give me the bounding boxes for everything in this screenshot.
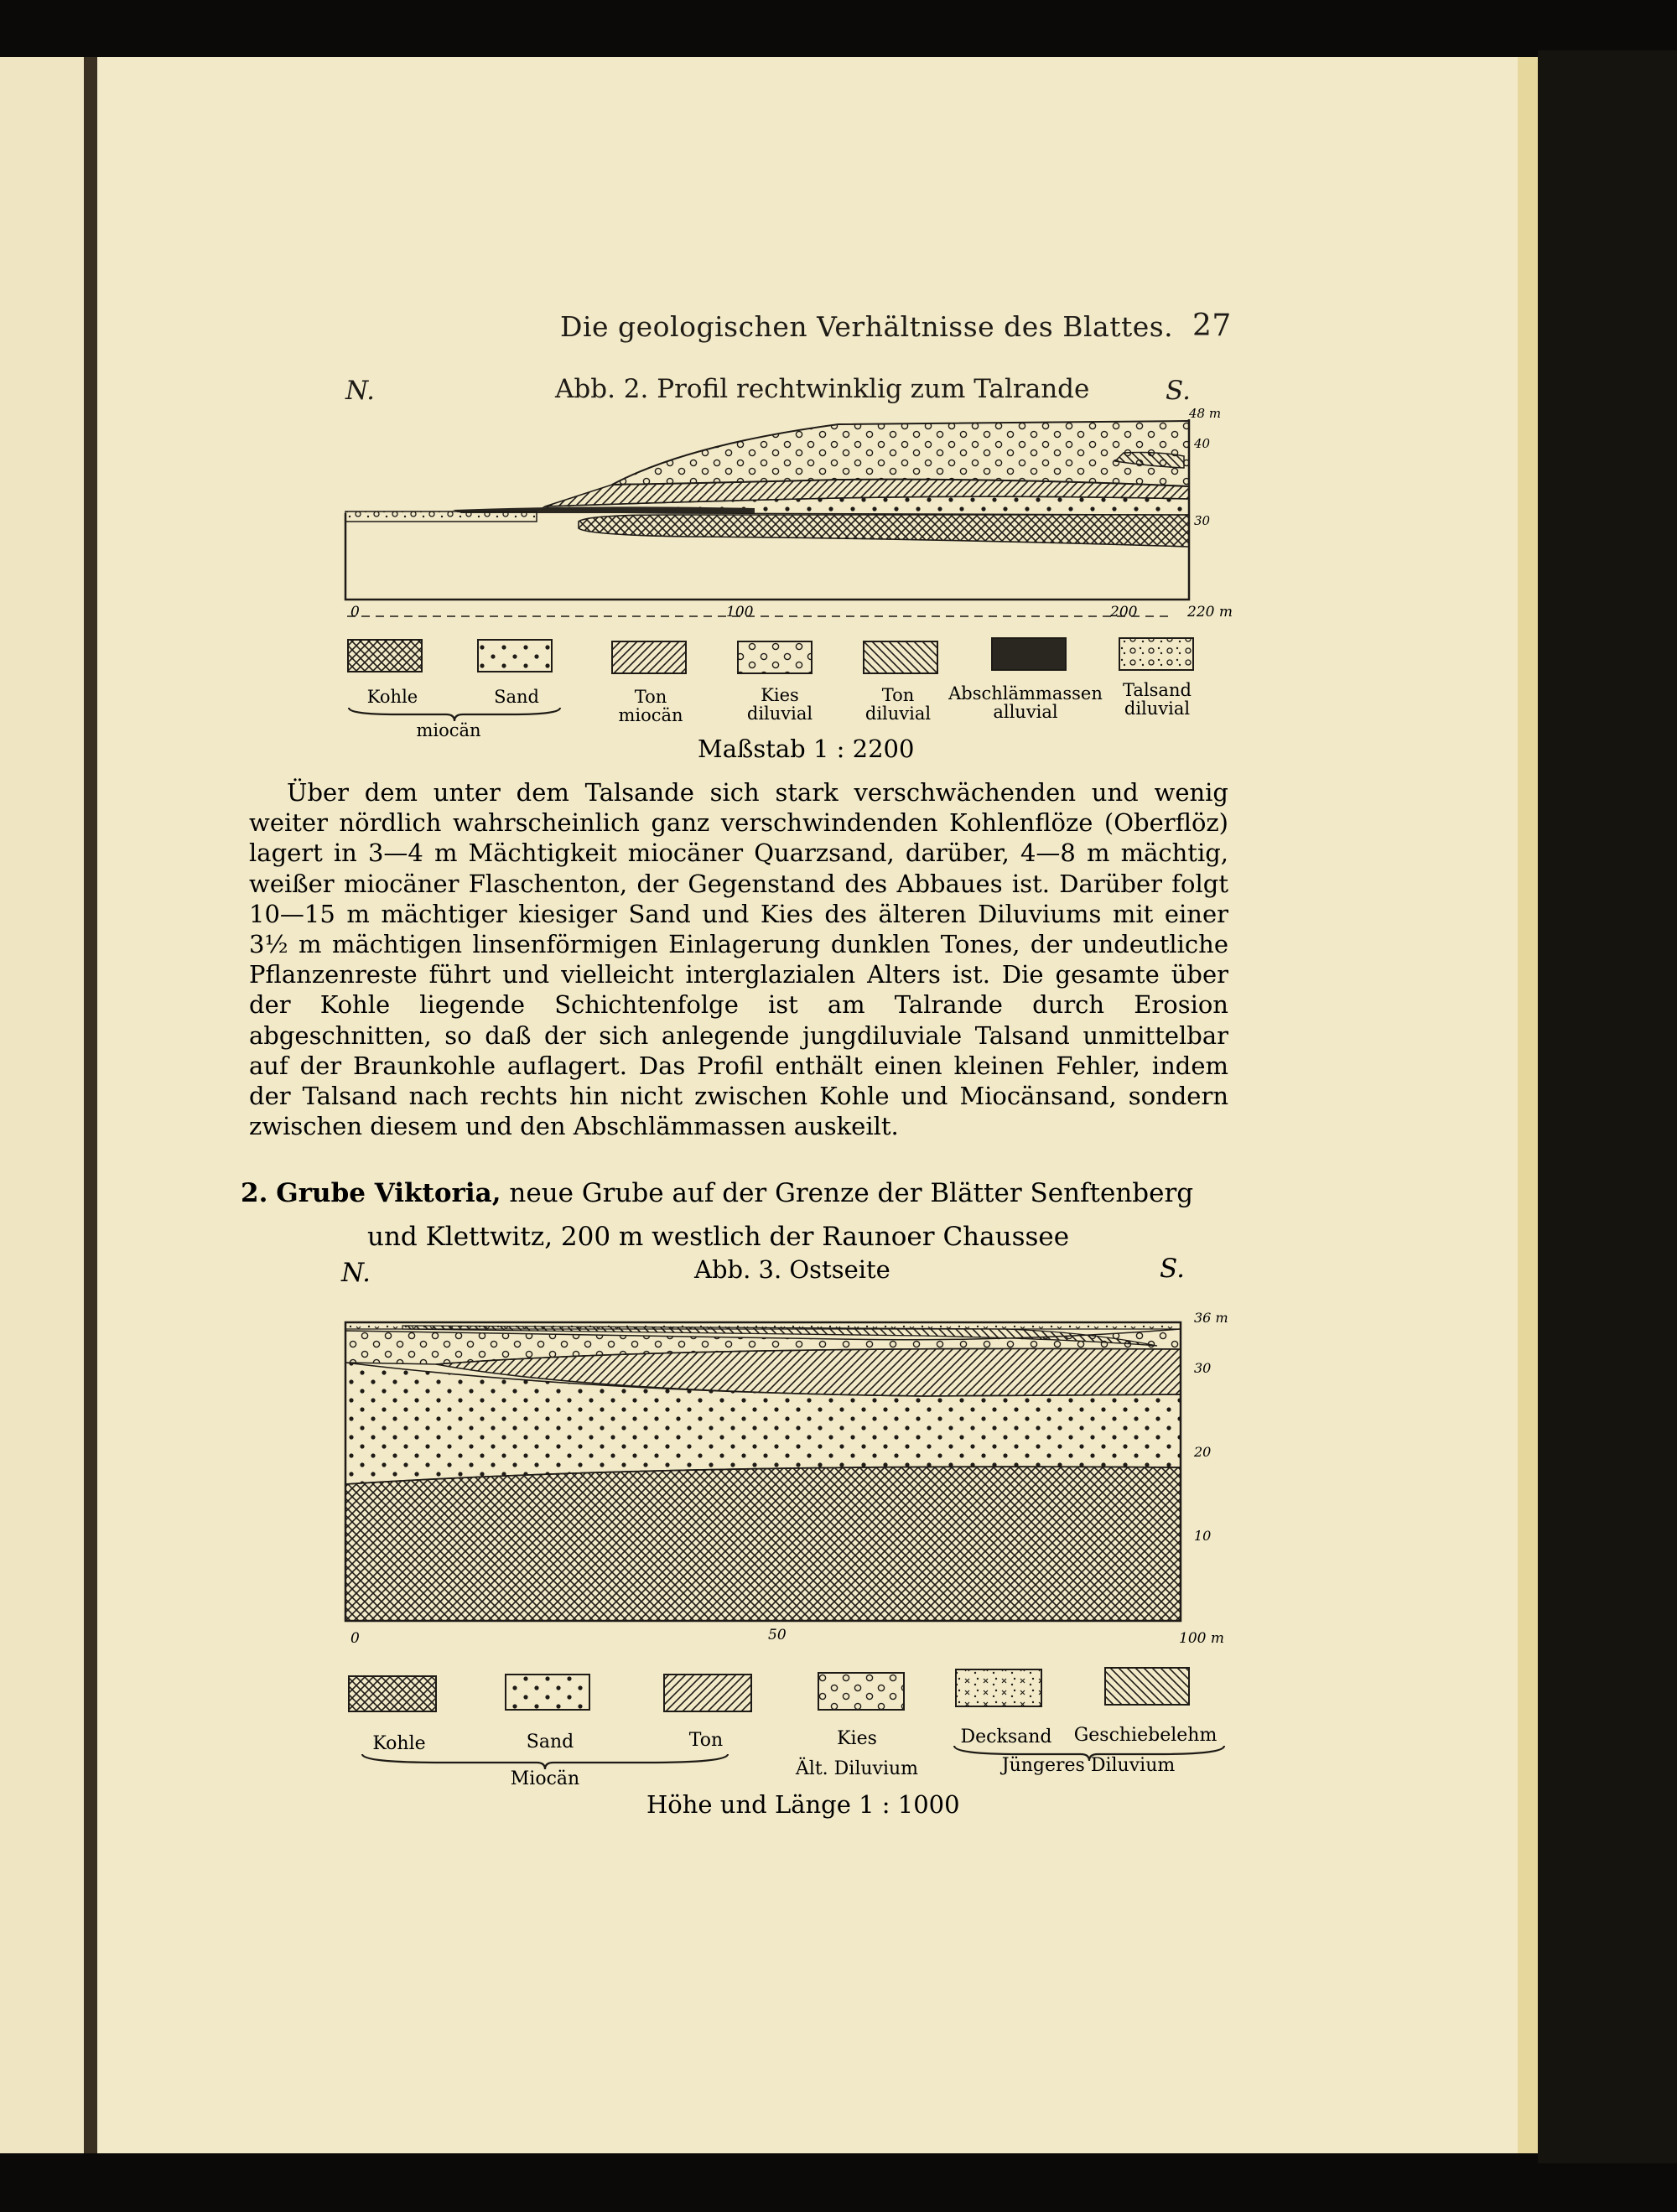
running-header: Die geologischen Verhältnisse des Blattes. xyxy=(560,310,1174,343)
fig3-caption: Abb. 3. Ostseite xyxy=(694,1255,890,1284)
fig2-legend-talsand: Talsand diluvial xyxy=(1123,680,1192,719)
page-number: 27 xyxy=(1192,309,1232,343)
fig3-legend-kies: Kies xyxy=(837,1728,877,1749)
fig2-north-label: N. xyxy=(345,376,375,406)
fig2-scale: Maßstab 1 : 2200 xyxy=(698,735,915,763)
left-page-edge xyxy=(0,57,86,2153)
fig2-profile xyxy=(335,402,1241,629)
fig2-length-tick: 220 m xyxy=(1187,604,1233,621)
fig3-length-tick: 50 xyxy=(768,1627,787,1643)
section-title: Grube Viktoria, xyxy=(276,1178,501,1208)
fig3-legend-kohle: Kohle xyxy=(372,1733,426,1754)
book-cover xyxy=(1538,50,1677,2163)
fig2-swatch-kies xyxy=(738,641,812,673)
fig3-swatch-kohle xyxy=(349,1676,436,1711)
fig2-swatch-sand xyxy=(478,640,552,672)
fig2-legend-abschlaemmassen: Abschlämmassen alluvial xyxy=(948,683,1103,722)
fig3-swatch-sand xyxy=(506,1675,589,1710)
book-gutter xyxy=(84,57,97,2153)
fig3-layer-kohle xyxy=(345,1467,1181,1621)
fig2-swatch-ton-diluvial xyxy=(864,641,937,673)
fig3-legend-decksand: Decksand xyxy=(960,1727,1052,1747)
fig3-height-tick: 36 m xyxy=(1194,1310,1228,1326)
fig2-swatch-ton-miocaen xyxy=(612,641,686,673)
fig2-legend-miocaen: miocän xyxy=(416,720,481,740)
fig2-legend-ton-miocaen: Ton miocän xyxy=(618,687,683,725)
fig3-legend-sand: Sand xyxy=(526,1732,574,1752)
section-number: 2. xyxy=(241,1178,268,1208)
fig3-legend-ton: Ton xyxy=(688,1730,724,1751)
fig2-legend-kohle: Kohle xyxy=(366,687,418,707)
section-heading-line2: und Klettwitz, 200 m westlich der Raunoer Chaussee xyxy=(367,1222,1070,1252)
fig2-layer-kohle xyxy=(579,515,1189,547)
fig3-north-label: N. xyxy=(341,1258,371,1288)
fig3-swatch-ton xyxy=(664,1675,751,1711)
fig2-legend-ton-diluvial: Ton diluvial xyxy=(864,685,932,724)
fig3-profile xyxy=(335,1312,1207,1631)
fig3-legend-miocaen: Miocän xyxy=(510,1768,580,1789)
fig2-layer-talsand xyxy=(345,511,537,522)
fig3-height-tick: 10 xyxy=(1194,1528,1212,1544)
fig3-legend-swatches xyxy=(335,1664,1207,1723)
fig3-legend-geschiebelehm: Geschiebelehm xyxy=(1073,1725,1218,1746)
fig2-legend-kies: Kies diluvial xyxy=(746,685,813,724)
fig2-south-label: S. xyxy=(1166,376,1191,406)
fig3-legend-juengeres-diluvium: Jüngeres Diluvium xyxy=(1001,1755,1176,1776)
fig3-layer-decksand xyxy=(345,1322,1181,1329)
fig3-swatch-geschiebelehm xyxy=(1105,1668,1189,1705)
fig3-south-label: S. xyxy=(1160,1254,1185,1284)
fig2-swatch-abschlaemmassen xyxy=(992,638,1066,670)
fig2-length-tick: 100 xyxy=(726,604,754,621)
fig3-height-tick: 30 xyxy=(1194,1360,1212,1376)
fig3-legend-alt-diluvium: Ält. Diluvium xyxy=(795,1758,919,1779)
fig3-length-tick: 100 m xyxy=(1179,1630,1224,1647)
fig2-height-tick: 48 m xyxy=(1189,406,1222,421)
page-edge-right xyxy=(1518,57,1538,2153)
fig2-legend-sand: Sand xyxy=(494,687,539,707)
section-heading-line1: neue Grube auf der Grenze der Blätter Senftenberg xyxy=(509,1178,1194,1208)
fig3-height-tick: 20 xyxy=(1194,1444,1212,1460)
body-paragraph: Über dem unter dem Talsande sich stark verschwächenden und wenig weiter nördlich wahrscheinlich ganz verschwindenden Kohlenflöze (Oberflöz) lagert in 3—4 m Mächtigkeit miocäner Quarzsand, darüber, 4—8 m mächtig, weißer miocäner Flaschenton, der Gegenstand des Abbaues ist. Darüber folgt 10—15 m mächtiger kiesiger Sand und Kies des älteren Diluviums mit einer 3½ m mächtigen linsenförmigen Einlagerung dunklen Tones, der undeutliche Pflanzenreste führt und vielleicht interglazialen Alters ist. Die gesamte über der Kohle liegende Schichtenfolge ist am Talrande durch Erosion abgeschnitten, so daß der sich anlegende jungdiluviale Talsand unmittelbar auf der Braunkohle auflagert. Das Profil enthält einen kleinen Fehler, indem der Talsand nach rechts hin nicht zwischen Kohle und Miocänsand, sondern zwischen diesem und den Abschlämmassen auskeilt. xyxy=(249,778,1228,1141)
fig2-swatch-talsand xyxy=(1119,638,1193,670)
fig2-height-tick: 30 xyxy=(1194,513,1211,528)
section-heading xyxy=(241,1171,1247,1259)
fig3-scale: Höhe und Länge 1 : 1000 xyxy=(646,1790,960,1819)
fig2-caption: Abb. 2. Profil rechtwinklig zum Talrande xyxy=(555,374,1090,404)
fig3-length-tick: 0 xyxy=(350,1630,360,1647)
fig2-length-tick: 0 xyxy=(350,604,360,621)
fig2-layer-kies xyxy=(612,421,1189,486)
fig2-height-tick: 40 xyxy=(1194,436,1211,451)
fig3-swatch-decksand xyxy=(956,1669,1041,1706)
fig2-swatch-kohle xyxy=(348,640,422,672)
fig2-length-tick: 200 xyxy=(1110,604,1138,621)
fig3-swatch-kies xyxy=(818,1673,904,1710)
